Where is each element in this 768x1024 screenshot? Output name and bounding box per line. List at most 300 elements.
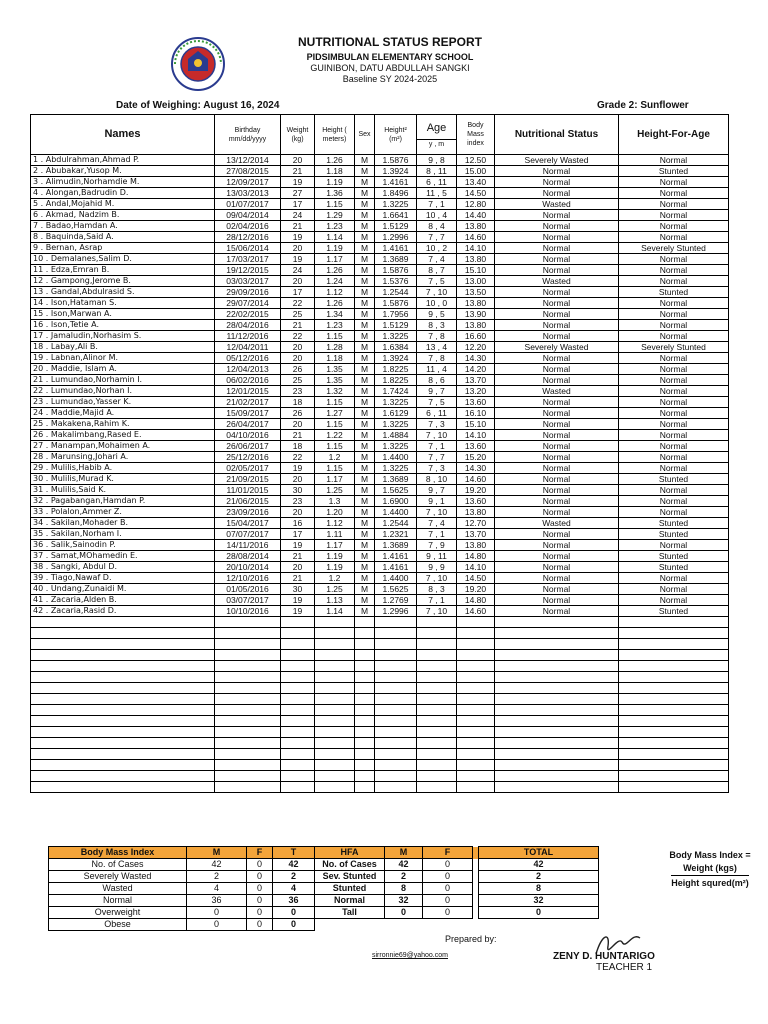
name: 24 . Maddie,Majid A. [31,408,215,419]
age-cell: 7 , 1 [417,441,457,452]
age-cell: 7 , 5 [417,276,457,287]
table-row [31,166,729,177]
weight-cell: 22 [281,452,315,463]
empty-cell [495,705,619,716]
summary-hfa-label: No. of Cases [315,859,385,871]
empty-cell [315,661,355,672]
birthday-cell: 02/04/2016 [215,221,281,232]
age-cell: 7 , 4 [417,254,457,265]
sex-cell: M [355,221,375,232]
empty-cell [417,628,457,639]
empty-cell [281,716,315,727]
hfa-cell: Normal [619,265,729,276]
age-cell: 10 , 2 [417,243,457,254]
empty-cell [355,760,375,771]
summary-hfa-m: 42 [385,859,423,871]
student-name: Labay,Ali B. [50,342,98,351]
age-cell: 7 , 3 [417,419,457,430]
summary-m: 42 [187,859,247,871]
table-row [31,397,729,408]
empty-cell [375,782,417,793]
table-row [31,562,729,573]
birthday-cell: 28/12/2016 [215,232,281,243]
height-cell: 1.15 [315,397,355,408]
weight-cell: 21 [281,430,315,441]
weight-cell: 20 [281,276,315,287]
empty-cell [619,683,729,694]
empty-cell [495,738,619,749]
col-sex: Sex [355,115,375,155]
empty-cell [375,650,417,661]
name: 23 . Lumundao,Yasser K. [31,397,215,408]
table-row [31,309,729,320]
height-cell: 1.19 [315,177,355,188]
empty-cell [31,771,215,782]
row-number: 32 [33,496,44,505]
birthday-cell: 12/10/2016 [215,573,281,584]
bmi-cell: 14.50 [457,188,495,199]
birthday-cell: 17/03/2017 [215,254,281,265]
height-squared-cell: 1.3225 [375,199,417,210]
empty-cell [315,628,355,639]
hfa-cell: Stunted [619,551,729,562]
birthday-cell: 15/04/2017 [215,518,281,529]
table-row [31,529,729,540]
empty-cell [375,661,417,672]
row-number: 35 [33,529,44,538]
empty-cell [495,727,619,738]
weight-cell: 16 [281,518,315,529]
status-cell: Normal [495,408,619,419]
age-cell: 7 , 7 [417,452,457,463]
hfa-cell: Normal [619,463,729,474]
bmi-cell: 14.80 [457,551,495,562]
empty-cell [215,782,281,793]
age-cell: 9 , 7 [417,386,457,397]
baseline-year: Baseline SY 2024-2025 [342,74,438,84]
name: 5 . Andal,Mojahid M. [31,199,215,210]
height-cell: 1.35 [315,364,355,375]
birthday-cell: 03/07/2017 [215,595,281,606]
sex-cell: M [355,562,375,573]
name: 29 . Mulilis,Habib A. [31,463,215,474]
sex-cell: M [355,584,375,595]
empty-cell [495,749,619,760]
empty-cell [375,683,417,694]
weight-cell: 17 [281,199,315,210]
empty-cell [457,760,495,771]
birthday-cell: 12/09/2017 [215,177,281,188]
birthday-cell: 01/07/2017 [215,199,281,210]
empty-cell [31,650,215,661]
status-cell: Normal [495,232,619,243]
weight-cell: 21 [281,166,315,177]
height-squared-cell: 1.4884 [375,430,417,441]
status-cell: Wasted [495,199,619,210]
table-row [31,474,729,485]
height-squared-cell: 1.8225 [375,375,417,386]
row-number: 17 [33,331,44,340]
empty-cell [417,716,457,727]
table-row [31,353,729,364]
height-squared-cell: 1.3924 [375,166,417,177]
empty-cell [215,628,281,639]
empty-cell [457,705,495,716]
sex-cell: M [355,331,375,342]
weight-cell: 20 [281,353,315,364]
student-name: Mulilis,Habib A. [50,463,113,472]
grade-value: Sunflower [640,100,689,111]
bmi-cell: 13.90 [457,309,495,320]
empty-cell [281,705,315,716]
height-squared-cell: 1.7424 [375,386,417,397]
name: 38 . Sangki, Abdul D. [31,562,215,573]
height-squared-cell: 1.3689 [375,540,417,551]
weight-cell: 27 [281,188,315,199]
row-number: 21 [33,375,44,384]
sex-cell: M [355,265,375,276]
bmi-cell: 12.20 [457,342,495,353]
summary-bmi-head: M [187,847,247,859]
table-row [31,375,729,386]
empty-row [31,749,729,760]
summary-blank [315,919,385,931]
status-cell: Normal [495,606,619,617]
empty-cell [619,771,729,782]
empty-cell [619,672,729,683]
date-label: Date of Weighing: [116,100,201,111]
name: 14 . Ison,Hataman S. [31,298,215,309]
weight-cell: 18 [281,441,315,452]
summary-hfa-head: F [423,847,473,859]
hfa-cell: Normal [619,584,729,595]
bmi-cell: 13.70 [457,529,495,540]
table-header-row [31,115,729,155]
row-number: 26 [33,430,44,439]
height-cell: 1.26 [315,155,355,166]
empty-cell [495,661,619,672]
empty-cell [457,639,495,650]
height-squared-cell: 1.4161 [375,562,417,573]
empty-cell [215,617,281,628]
empty-cell [619,628,729,639]
summary-m: 0 [187,919,247,931]
weight-cell: 20 [281,474,315,485]
empty-row [31,727,729,738]
bmi-cell: 16.60 [457,331,495,342]
birthday-cell: 23/09/2016 [215,507,281,518]
student-name: Alongan,Badrudin D. [45,188,129,197]
empty-cell [355,650,375,661]
name: 8 . Baquinda,Said A. [31,232,215,243]
formula-line2: Weight (kgs) [683,863,737,873]
summary-row [49,919,599,931]
name: 2 . Abubakar,Yusop M. [31,166,215,177]
status-cell: Wasted [495,518,619,529]
student-name: Sakilan,Mohader B. [50,518,129,527]
summary-row [49,907,599,919]
row-number: 13 [33,287,44,296]
empty-cell [31,683,215,694]
hfa-cell: Normal [619,177,729,188]
empty-cell [315,672,355,683]
summary-hfa-head: HFA [315,847,385,859]
hfa-cell: Stunted [619,518,729,529]
student-name: Mulilis,Said K. [50,485,107,494]
empty-row [31,672,729,683]
age-cell: 8 , 11 [417,166,457,177]
height-squared-cell: 1.6641 [375,210,417,221]
sex-cell: M [355,386,375,397]
birthday-cell: 29/07/2014 [215,298,281,309]
hfa-cell: Normal [619,386,729,397]
status-cell: Normal [495,573,619,584]
empty-cell [315,639,355,650]
weight-cell: 21 [281,551,315,562]
empty-cell [495,782,619,793]
sex-cell: M [355,551,375,562]
row-number: 14 [33,298,44,307]
status-cell: Normal [495,529,619,540]
birthday-cell: 13/12/2014 [215,155,281,166]
email-link[interactable]: sirronnie69@yahoo.com [372,952,448,959]
height-cell: 1.27 [315,408,355,419]
status-cell: Normal [495,331,619,342]
status-cell: Normal [495,309,619,320]
empty-cell [31,661,215,672]
name: 37 . Samat,MOhamedin E. [31,551,215,562]
height-cell: 1.12 [315,287,355,298]
empty-cell [31,727,215,738]
table-row [31,518,729,529]
birthday-cell: 03/03/2017 [215,276,281,287]
age-cell: 7 , 9 [417,540,457,551]
table-row [31,386,729,397]
row-number: 9 [33,243,39,252]
height-cell: 1.17 [315,254,355,265]
empty-cell [315,771,355,782]
empty-cell [619,661,729,672]
height-cell: 1.20 [315,507,355,518]
hfa-cell: Stunted [619,287,729,298]
birthday-cell: 22/02/2015 [215,309,281,320]
summary-hfa-f: 0 [423,883,473,895]
teacher-name: ZENY D. HUNTARIGO [553,951,655,962]
empty-cell [495,617,619,628]
row-number: 7 [33,221,39,230]
bmi-cell: 15.20 [457,452,495,463]
weight-cell: 19 [281,595,315,606]
status-cell: Normal [495,375,619,386]
empty-cell [619,694,729,705]
status-cell: Normal [495,507,619,518]
weight-cell: 20 [281,155,315,166]
hfa-cell: Normal [619,452,729,463]
empty-cell [417,683,457,694]
sex-cell: M [355,166,375,177]
age-cell: 7 , 8 [417,331,457,342]
height-cell: 1.17 [315,474,355,485]
bmi-cell: 13.50 [457,287,495,298]
sex-cell: M [355,155,375,166]
height-squared-cell: 1.6129 [375,408,417,419]
empty-cell [31,782,215,793]
bmi-cell: 14.60 [457,606,495,617]
school-name: PIDSIMBULAN ELEMENTARY SCHOOL [306,52,474,62]
bmi-cell: 14.60 [457,474,495,485]
birthday-cell: 19/12/2015 [215,265,281,276]
sex-cell: M [355,375,375,386]
age-cell: 8 , 4 [417,221,457,232]
student-name: Pagabangan,Hamdan P. [50,496,146,505]
student-name: Jamaludin,Norhasim S. [50,331,142,340]
weight-cell: 20 [281,342,315,353]
height-cell: 1.11 [315,529,355,540]
empty-cell [215,727,281,738]
empty-cell [417,617,457,628]
row-number: 11 [33,265,44,274]
bmi-cell: 14.20 [457,364,495,375]
summary-hfa-label: Normal [315,895,385,907]
summary-t: 36 [273,895,315,907]
bmi-cell: 12.70 [457,518,495,529]
sex-cell: M [355,254,375,265]
empty-cell [619,760,729,771]
empty-cell [355,661,375,672]
age-cell: 7 , 10 [417,573,457,584]
height-squared-cell: 1.7956 [375,309,417,320]
height-cell: 1.18 [315,353,355,364]
weight-cell: 24 [281,210,315,221]
name: 12 . Gampong,Jerome B. [31,276,215,287]
empty-cell [457,661,495,672]
empty-cell [315,650,355,661]
table-row [31,199,729,210]
empty-cell [375,639,417,650]
age-cell: 7 , 10 [417,507,457,518]
status-cell: Wasted [495,386,619,397]
name: 3 . Alimudin,Norhamdie M. [31,177,215,188]
empty-cell [31,760,215,771]
col-bmi: Body Mass index [457,115,495,155]
row-number: 28 [33,452,44,461]
summary-m: 4 [187,883,247,895]
hfa-cell: Normal [619,364,729,375]
summary-f: 0 [247,871,273,883]
summary-row [49,859,599,871]
empty-cell [355,628,375,639]
height-cell: 1.18 [315,166,355,177]
student-name: Demalanes,Salim D. [50,254,132,263]
student-name: Marunsing,Johari A. [50,452,129,461]
age-cell: 8 , 7 [417,265,457,276]
name: 35 . Sakilan,Norham I. [31,529,215,540]
table-row [31,265,729,276]
age-cell: 9 , 11 [417,551,457,562]
age-cell: 7 , 10 [417,287,457,298]
status-cell: Severely Wasted [495,342,619,353]
table-row [31,463,729,474]
birthday-cell: 12/04/2011 [215,342,281,353]
empty-cell [457,683,495,694]
row-number: 29 [33,463,44,472]
height-cell: 1.14 [315,232,355,243]
height-cell: 1.23 [315,320,355,331]
height-squared-cell: 1.8496 [375,188,417,199]
empty-cell [495,694,619,705]
bmi-cell: 13.80 [457,254,495,265]
empty-cell [281,782,315,793]
name: 40 . Undang,Zunaidi M. [31,584,215,595]
name: 32 . Pagabangan,Hamdan P. [31,496,215,507]
table-row [31,276,729,287]
height-cell: 1.28 [315,342,355,353]
height-squared-cell: 1.2996 [375,606,417,617]
age-cell: 7 , 1 [417,595,457,606]
name: 16 . Ison,Tetie A. [31,320,215,331]
row-number: 8 [33,232,39,241]
empty-cell [281,771,315,782]
height-cell: 1.23 [315,221,355,232]
prepared-by-label: Prepared by: [445,934,497,944]
bmi-cell: 14.30 [457,463,495,474]
col-nutritional-status: Nutritional Status [495,115,619,155]
height-squared-cell: 1.4400 [375,452,417,463]
age-cell: 7 , 7 [417,232,457,243]
name: 9 . Bernan, Asrap [31,243,215,254]
height-squared-cell: 1.6384 [375,342,417,353]
name: 21 . Lumundao,Norhamin I. [31,375,215,386]
weight-cell: 19 [281,232,315,243]
row-number: 25 [33,419,44,428]
summary-f: 0 [247,883,273,895]
height-cell: 1.29 [315,210,355,221]
age-cell: 8 , 3 [417,584,457,595]
age-cell: 7 , 1 [417,199,457,210]
table-row [31,430,729,441]
empty-row [31,760,729,771]
empty-cell [355,716,375,727]
age-cell: 7 , 8 [417,353,457,364]
height-cell: 1.12 [315,518,355,529]
weight-cell: 19 [281,254,315,265]
student-name: Manampan,Mohaimen A. [50,441,151,450]
age-cell: 7 , 10 [417,606,457,617]
empty-cell [355,694,375,705]
summary-total-head: TOTAL [479,847,599,859]
height-cell: 1.25 [315,584,355,595]
summary-label: Severely Wasted [49,871,187,883]
birthday-cell: 11/01/2015 [215,485,281,496]
summary-label: Obese [49,919,187,931]
weight-cell: 20 [281,507,315,518]
table-row [31,298,729,309]
age-cell: 7 , 10 [417,430,457,441]
empty-cell [619,738,729,749]
empty-cell [355,705,375,716]
empty-cell [31,672,215,683]
empty-cell [215,716,281,727]
birthday-cell: 11/12/2016 [215,331,281,342]
students-table-body [31,155,729,793]
summary-hfa-f: 0 [423,859,473,871]
empty-row [31,782,729,793]
hfa-cell: Severely Stunted [619,243,729,254]
empty-cell [355,672,375,683]
age-cell: 9 , 1 [417,496,457,507]
empty-cell [355,727,375,738]
formula-line3: Height squred(m²) [671,875,749,890]
